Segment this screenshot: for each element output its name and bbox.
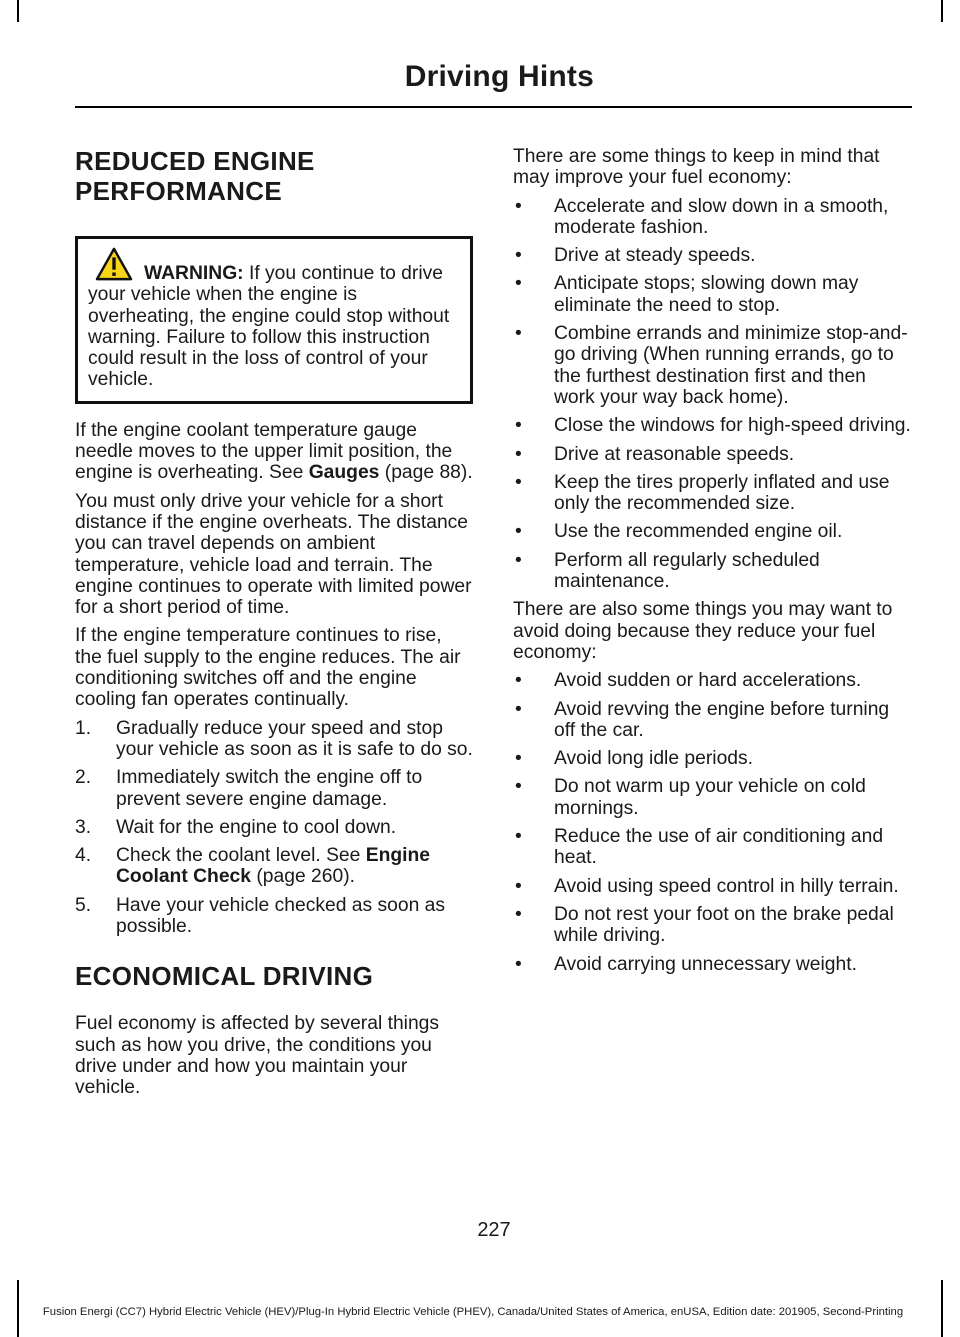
list-item <box>513 670 911 691</box>
paragraph-avoid-intro: There are also some things you may want to avoid doing because they reduce your fuel economy: <box>513 599 893 663</box>
list-item-text: Reduce the use of air conditioning and heat. <box>554 826 884 869</box>
bullet-icon: • <box>515 670 522 692</box>
list-item-text: Do not warm up your vehicle on cold mornings. <box>554 776 866 819</box>
list-item-text: Close the windows for high-speed driving. <box>554 415 911 437</box>
overheating-steps-list <box>75 718 473 938</box>
paragraph-text: If the engine coolant temperature gauge needle moves to the upper limit position, the engine is overheating. See <box>75 419 453 484</box>
list-item <box>513 876 911 897</box>
section-title-reduced-engine-performance <box>75 146 473 206</box>
list-item <box>513 748 911 769</box>
list-item-text: Combine errands and minimize stop-and-go driving (When running errands, go to the furthest destination first and then work your way back home). <box>554 323 908 408</box>
warning-body: If you continue to drive your vehicle when the engine is overheating, the engine could stop without warning. Failure to follow this instruction could result in the loss of control of your vehicle. <box>88 263 450 391</box>
warning-text <box>88 263 462 391</box>
list-item <box>513 699 911 742</box>
page-header-title: Driving Hints <box>404 60 594 93</box>
page-reference: (page 88). <box>379 462 473 484</box>
list-item <box>75 718 473 761</box>
paragraph-improve-intro: There are some things to keep in mind that may improve your fuel economy: <box>513 146 880 189</box>
step-number: 3. <box>75 816 92 838</box>
right-column <box>513 146 911 982</box>
step-text: Have your vehicle checked as soon as possible. <box>116 894 446 938</box>
gauges-reference-link[interactable]: Gauges <box>308 462 380 484</box>
list-item <box>513 323 911 408</box>
bullet-icon: • <box>515 471 522 493</box>
page-reference: (page 260). <box>251 866 355 888</box>
bullet-icon: • <box>515 776 522 798</box>
warning-label: WARNING: <box>144 263 244 284</box>
list-item <box>513 245 911 266</box>
list-item-text: Avoid sudden or hard accelerations. <box>554 670 862 692</box>
left-column <box>75 146 473 1106</box>
list-item-text: Perform all regularly scheduled maintenance. <box>554 549 820 593</box>
list-item <box>513 550 911 593</box>
list-item <box>75 767 473 810</box>
section-title-line-2: PERFORMANCE <box>75 176 282 206</box>
list-item <box>513 826 911 869</box>
engine-coolant-check-link[interactable]: Engine Coolant Check <box>116 845 431 888</box>
warning-box <box>75 236 473 404</box>
step-text: Immediately switch the engine off to prevent severe engine damage. <box>116 767 423 810</box>
step-text: Check the coolant level. See <box>116 845 366 867</box>
section-title-line-1: REDUCED ENGINE <box>75 146 315 176</box>
bullet-icon: • <box>515 698 522 720</box>
step-text: Wait for the engine to cool down. <box>116 816 397 838</box>
list-item-text: Avoid long idle periods. <box>554 748 754 770</box>
bullet-icon: • <box>515 443 522 465</box>
list-item-text: Drive at steady speeds. <box>554 245 756 267</box>
list-item <box>513 904 911 947</box>
list-item <box>513 196 911 239</box>
bullet-icon: • <box>515 415 522 437</box>
step-number: 1. <box>75 717 92 739</box>
step-text: Gradually reduce your speed and stop your vehicle as soon as it is safe to do so. <box>116 717 473 760</box>
list-item-text: Anticipate stops; slowing down may eliminate the need to stop. <box>554 273 859 316</box>
avoid-tips-list <box>513 670 911 975</box>
bullet-icon: • <box>515 826 522 848</box>
list-item <box>513 776 911 819</box>
header-divider <box>75 106 912 108</box>
list-item-text: Avoid carrying unnecessary weight. <box>554 953 857 975</box>
list-item-text: Accelerate and slow down in a smooth, moderate fashion. <box>554 195 889 238</box>
crop-mark-top-left-v <box>17 0 19 22</box>
improve-tips-list <box>513 196 911 593</box>
paragraph-gauge-overheating <box>75 420 473 484</box>
list-item <box>513 444 911 465</box>
step-number: 4. <box>75 845 92 867</box>
paragraph-temperature-rise: If the engine temperature continues to rise, the fuel supply to the engine reduces. The air conditioning switches off and the engine cooling fan operates continually. <box>75 625 461 711</box>
bullet-icon: • <box>515 245 522 267</box>
paragraph-short-distance: You must only drive your vehicle for a short distance if the engine overheats. The distance you can travel depends on ambient temperature, vehicle load and terrain. The engine continues to operate with limited power for a short period of time. <box>75 490 472 619</box>
bullet-icon: • <box>515 903 522 925</box>
list-item <box>75 895 473 938</box>
paragraph-fuel-economy: Fuel economy is affected by several things such as how you drive, the conditions you drive under and how you maintain your vehicle. <box>75 1013 440 1099</box>
footer-edition-text: Fusion Energi (CC7) Hybrid Electric Vehicle (HEV)/Plug-In Hybrid Electric Vehicle (PHEV), Canada/United States of America, enUSA, Edition date: 201905, Second-Printing <box>42 1306 904 1318</box>
list-item <box>513 954 911 975</box>
list-item <box>513 521 911 542</box>
bullet-icon: • <box>515 875 522 897</box>
list-item-text: Do not rest your foot on the brake pedal while driving. <box>554 903 894 947</box>
warning-triangle-icon <box>95 247 133 281</box>
list-item <box>513 415 911 436</box>
list-item-text: Keep the tires properly inflated and use only the recommended size. <box>554 471 890 515</box>
section-title-economical-driving: ECONOMICAL DRIVING <box>75 961 374 992</box>
crop-mark-top-right-v <box>941 0 943 22</box>
list-item-text: Avoid using speed control in hilly terrain. <box>554 875 899 897</box>
step-number: 5. <box>75 894 92 916</box>
list-item-text: Avoid revving the engine before turning off the car. <box>554 698 890 741</box>
list-item <box>75 817 473 838</box>
bullet-icon: • <box>515 195 522 217</box>
page-number: 227 <box>477 1219 511 1241</box>
list-item <box>513 273 911 316</box>
list-item <box>513 472 911 515</box>
bullet-icon: • <box>515 521 522 543</box>
bullet-icon: • <box>515 273 522 295</box>
step-number: 2. <box>75 767 92 789</box>
list-item-text: Drive at reasonable speeds. <box>554 443 795 465</box>
bullet-icon: • <box>515 549 522 571</box>
bullet-icon: • <box>515 748 522 770</box>
bullet-icon: • <box>515 323 522 345</box>
bullet-icon: • <box>515 953 522 975</box>
list-item-text: Use the recommended engine oil. <box>554 521 843 543</box>
list-item <box>75 845 473 888</box>
